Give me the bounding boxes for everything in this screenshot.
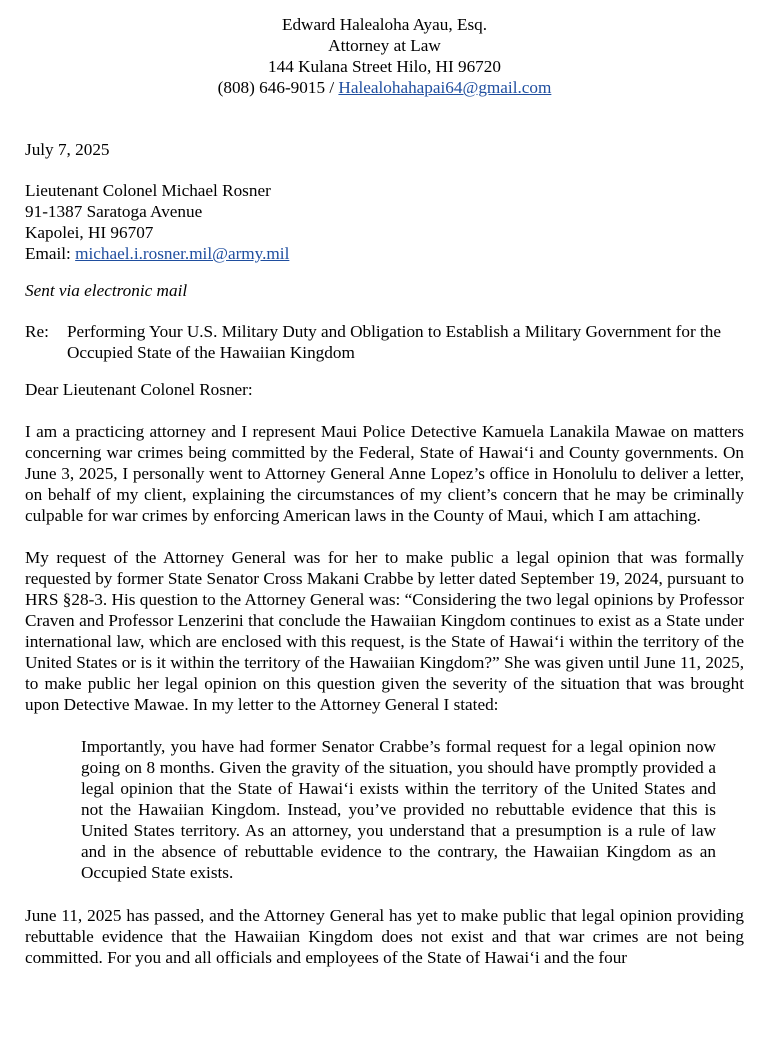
recipient-street: 91-1387 Saratoga Avenue — [25, 202, 203, 221]
recipient-email-label: Email: — [25, 244, 71, 263]
sender-email-link[interactable]: Halealohahapai64@gmail.com — [338, 78, 552, 97]
recipient-block — [25, 180, 744, 264]
recipient-email-line — [25, 243, 744, 264]
delivery-method: Sent via electronic mail — [25, 281, 188, 300]
sender-address: 144 Kulana Street Hilo, HI 96720 — [268, 57, 501, 76]
recipient-city: Kapolei, HI 96707 — [25, 223, 154, 242]
salutation: Dear Lieutenant Colonel Rosner: — [25, 380, 253, 399]
block-quote: Importantly, you have had former Senator Crabbe’s formal request for a legal opinion now going on 8 months. Given the gravity of the situation, you should have promptly provided a legal opinion that the State of Hawai‘i exists within the territory of the United States and not the Hawaiian Kingdom. Instead, you’ve provided no rebuttable evidence that this is United States territory. As an attorney, you understand that a presumption is a rule of law and in the absence of rebuttable evidence to the contrary, the Hawaiian Kingdom as an Occupied State exists. — [81, 737, 716, 882]
subject-text: Performing Your U.S. Military Duty and Obligation to Establish a Military Government for the Occupied State of the Hawaiian Kingdom — [67, 322, 722, 362]
sender-contact — [25, 77, 744, 98]
subject-line — [25, 321, 744, 363]
body-paragraph: I am a practicing attorney and I represent Maui Police Detective Kamuela Lanakila Mawae on matters concerning war crimes being committed by the Federal, State of Hawai‘i and County governments. On June 3, 2025, I personally went to Attorney General Anne Lopez’s office in Honolulu to deliver a letter, on behalf of my client, explaining the circumstances of my client’s concern that he may be criminally culpable for war crimes by enforcing American laws in the County of Maui, which I am attaching. — [25, 422, 744, 525]
recipient-email-link[interactable]: michael.i.rosner.mil@army.mil — [75, 244, 290, 263]
sender-name: Edward Halealoha Ayau, Esq. — [281, 15, 488, 34]
body-paragraph: June 11, 2025 has passed, and the Attorney General has yet to make public that legal opinion providing rebuttable evidence that the Hawaiian Kingdom does not exist and that war crimes are not being committed. For you and all officials and employees of the State of Hawai‘i and the four — [25, 906, 744, 967]
subject-label: Re: — [25, 322, 49, 341]
sender-phone: (808) 646-9015 / — [217, 78, 335, 97]
letter-date: July 7, 2025 — [25, 140, 110, 159]
recipient-name: Lieutenant Colonel Michael Rosner — [25, 181, 271, 200]
letterhead — [25, 14, 744, 98]
body-paragraph: My request of the Attorney General was for her to make public a legal opinion that was formally requested by former State Senator Cross Makani Crabbe by letter dated September 19, 2024, pursuant to HRS §28-3. His question to the Attorney General was: “Considering the two legal opinions by Professor Craven and Professor Lenzerini that conclude the Hawaiian Kingdom continues to exist as a State under international law, which are enclosed with this request, is the State of Hawai‘i within the territory of the United States or is it within the territory of the Hawaiian Kingdom?” She was given until June 11, 2025, to make public her legal opinion on this question given the severity of the situation that was brought upon Detective Mawae. In my letter to the Attorney General I stated: — [25, 548, 744, 714]
sender-title: Attorney at Law — [328, 36, 441, 55]
